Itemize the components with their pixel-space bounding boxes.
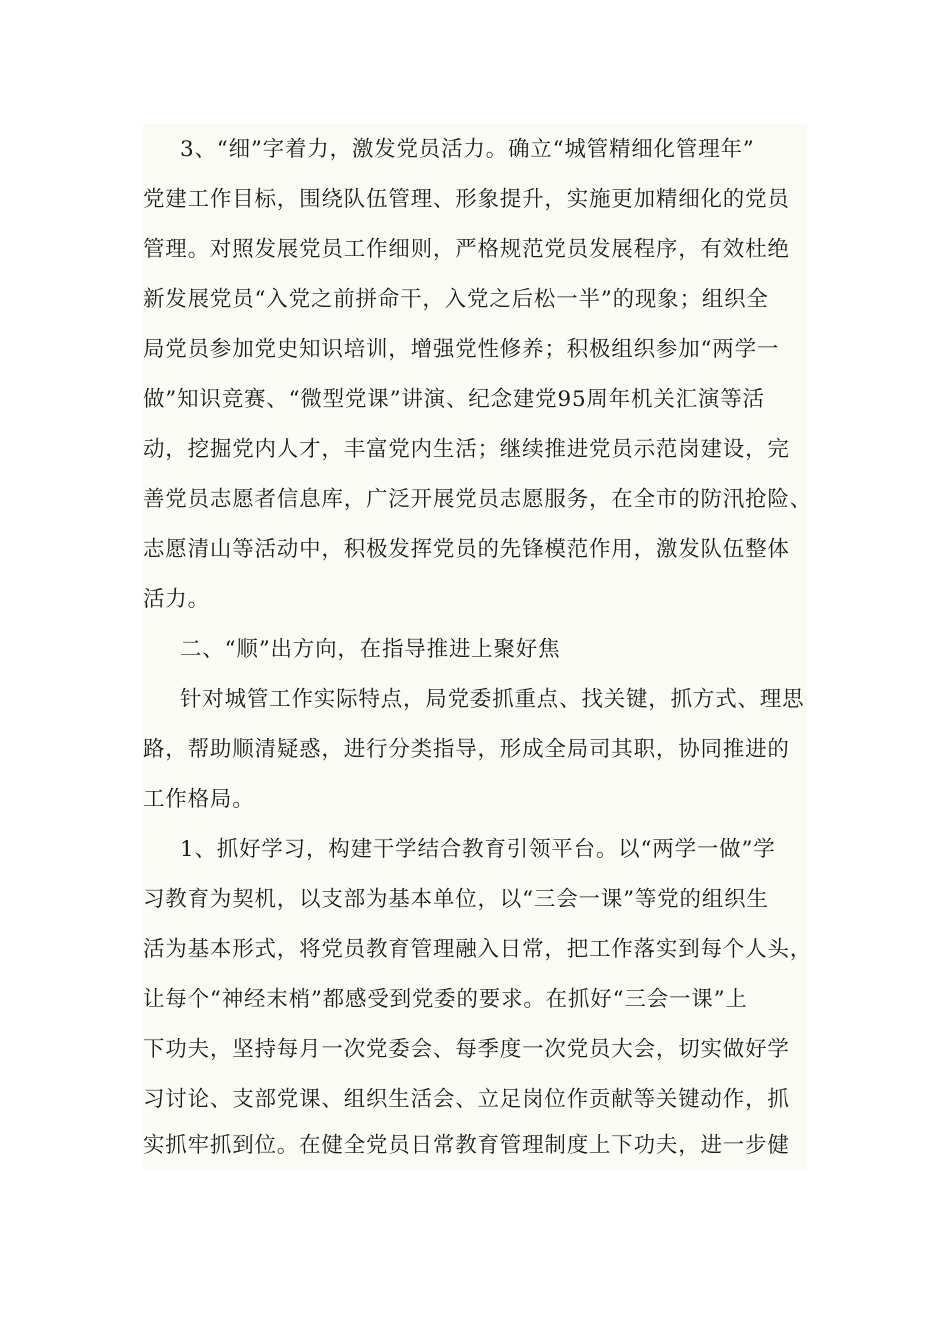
paragraph-line: 习讨论、支部党课、组织生活会、立足岗位作贡献等关键动作，抓 [143, 1087, 790, 1112]
paragraph-line: 针对城管工作实际特点，局党委抓重点、找关键，抓方式、理思 [180, 687, 805, 712]
paragraph-line: 活为基本形式，将党员教育管理融入日常，把工作落实到每个人头， [143, 937, 813, 962]
section-heading: 二、“顺”出方向，在指导推进上聚好焦 [180, 637, 561, 662]
paragraph-line: 活力。 [143, 587, 210, 612]
paragraph-line: 志愿清山等活动中，积极发挥党员的先锋模范作用，激发队伍整体 [143, 537, 790, 562]
paragraph-line: 工作格局。 [143, 787, 255, 812]
paragraph-line: 习教育为契机，以支部为基本单位，以“三会一课”等党的组织生 [143, 887, 769, 912]
paragraph-line: 3、“细”字着力，激发党员活力。确立“城管精细化管理年” [180, 137, 755, 162]
paragraph-line: 下功夫，坚持每月一次党委会、每季度一次党员大会，切实做好学 [143, 1037, 790, 1062]
paragraph-line: 路，帮助顺清疑惑，进行分类指导，形成全局司其职，协同推进的 [143, 737, 790, 762]
paragraph-line: 善党员志愿者信息库，广泛开展党员志愿服务，在全市的防汛抢险、 [143, 487, 813, 512]
paragraph-line: 局党员参加党史知识培训，增强党性修养；积极组织参加“两学一 [143, 337, 780, 362]
paragraph-line: 1、抓好学习，构建干学结合教育引领平台。以“两学一做”学 [180, 837, 776, 862]
paragraph-line: 做”知识竞赛、“微型党课”讲演、纪念建党95周年机关汇演等活 [143, 387, 765, 412]
paragraph-line: 管理。对照发展党员工作细则，严格规范党员发展程序，有效杜绝 [143, 237, 790, 262]
paragraph-line: 让每个“神经末梢”都感受到党委的要求。在抓好“三会一课”上 [143, 987, 748, 1012]
paragraph-line: 实抓牢抓到位。在健全党员日常教育管理制度上下功夫，进一步健 [143, 1133, 790, 1158]
paragraph-line: 党建工作目标，围绕队伍管理、形象提升，实施更加精细化的党员 [143, 187, 790, 212]
document-body [143, 124, 813, 1170]
paragraph-line: 新发展党员“入党之前拼命干，入党之后松一半”的现象；组织全 [143, 287, 769, 312]
paragraph-line: 动，挖掘党内人才，丰富党内生活；继续推进党员示范岗建设，完 [143, 437, 790, 462]
